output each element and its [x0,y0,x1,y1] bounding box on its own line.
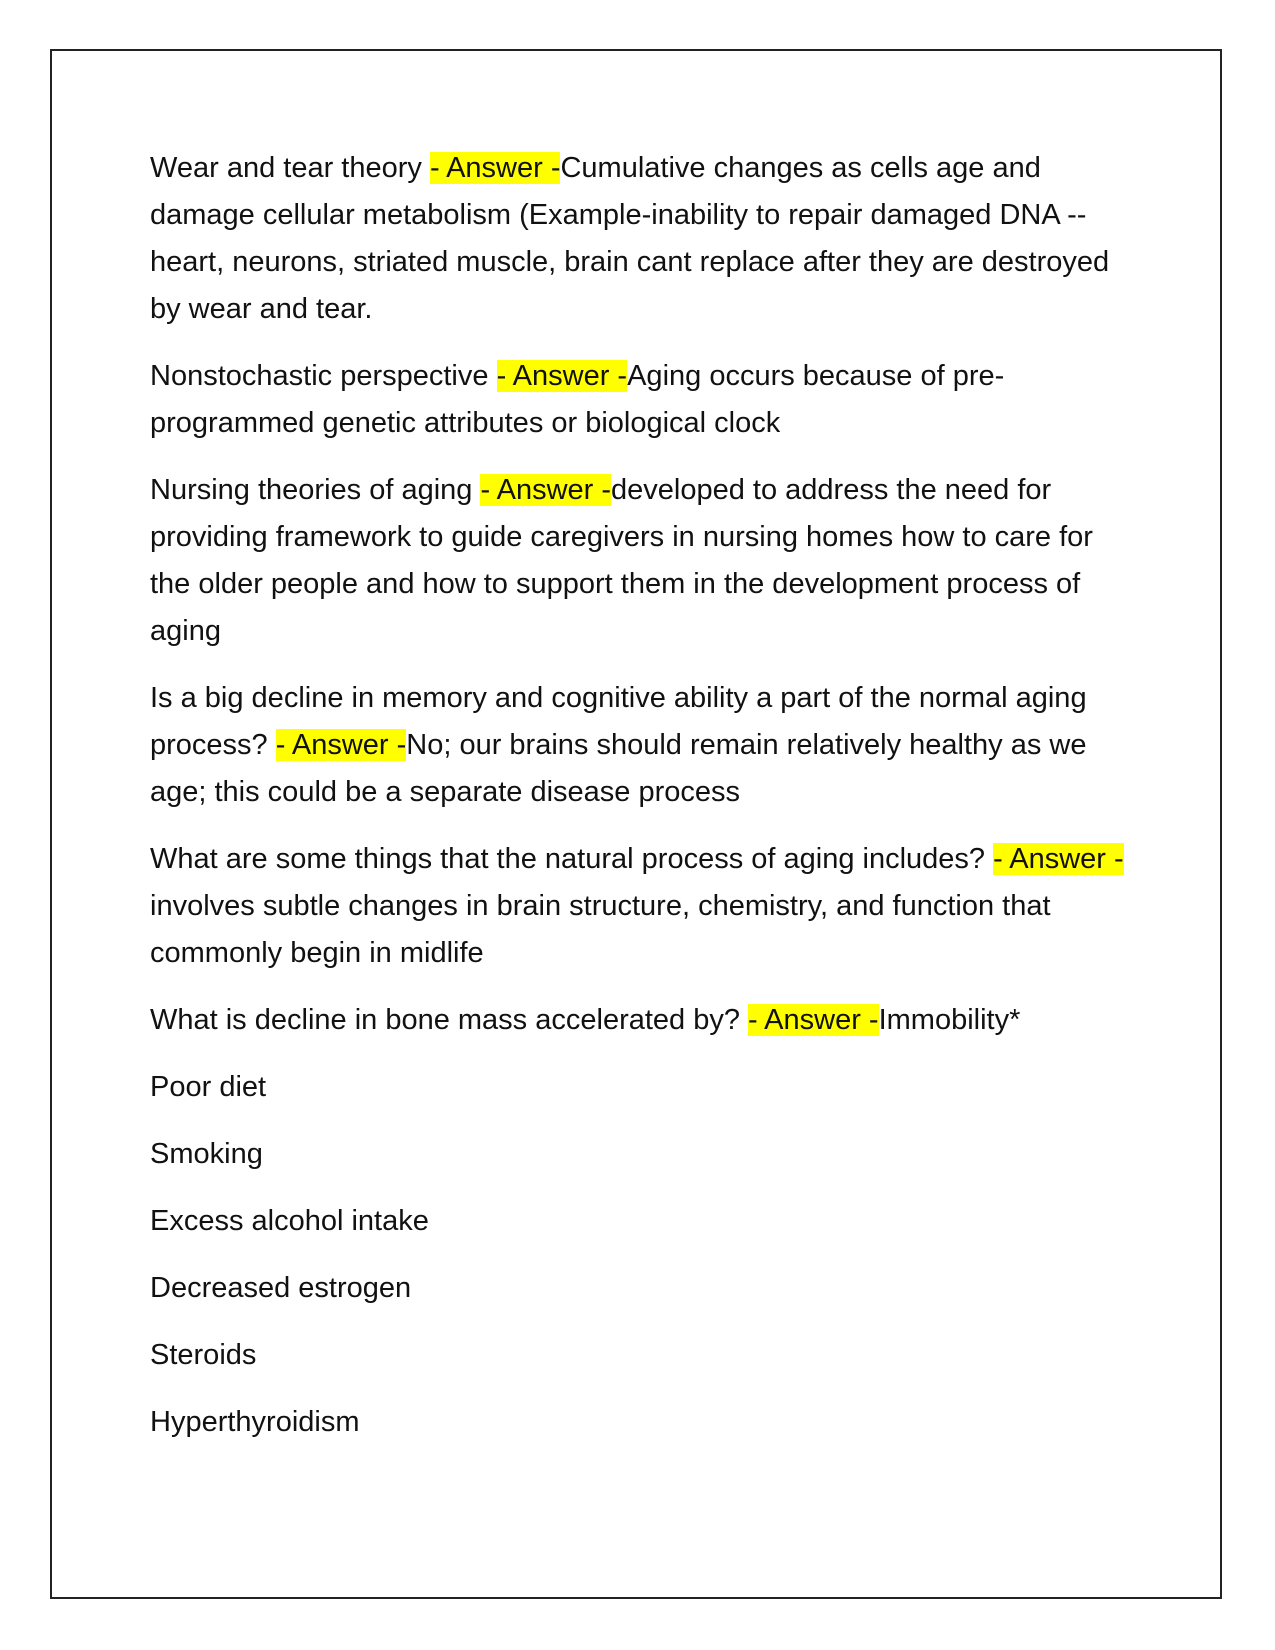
qa-entry [150,997,1135,1044]
answer-text: involves subtle changes in brain structure, chemistry, and function that commonly begin in midlife [150,890,1051,969]
answer-separator-highlight: - Answer - [748,1004,879,1036]
answer-separator-highlight: - Answer - [496,360,628,392]
answer-text: Cumulative changes as cells age and damage cellular metabolism (Example-inability to repair damaged DNA -- heart, neurons, striated muscle, brain cant replace after they are destroyed by wear and tear. [150,152,1110,325]
question-text: Wear and tear theory [150,152,430,184]
question-text: Nonstochastic perspective [150,360,497,392]
list-item: Decreased estrogen [150,1272,412,1304]
qa-entry [150,353,1135,447]
question-text: What is decline in bone mass accelerated by? [150,1004,749,1036]
qa-entry [150,675,1135,816]
qa-entry [150,836,1135,977]
answer-separator-highlight: - Answer - [275,729,407,761]
answer-text: developed to address the need for providing framework to guide caregivers in nursing homes how to care for the older people and how to support them in the development process of aging [150,474,1093,647]
qa-entry [150,145,1135,333]
question-text: Is a big decline in memory and cognitive ability a part of the normal aging process? [150,682,1087,761]
list-item: Hyperthyroidism [150,1406,360,1438]
list-item: Smoking [150,1138,263,1170]
question-text: What are some things that the natural process of aging includes? [150,843,994,875]
answer-text: No; our brains should remain relatively healthy as we age; this could be a separate disease process [150,729,1087,808]
list-item: Poor diet [150,1071,267,1103]
answer-separator-highlight: - Answer - [480,474,612,506]
answer-text: Immobility* [878,1004,1021,1036]
list-item: Steroids [150,1339,257,1371]
answer-text: Aging occurs because of pre-programmed genetic attributes or biological clock [150,360,1005,439]
document-body [150,145,1135,1466]
qa-entry [150,467,1135,655]
question-text: Nursing theories of aging [150,474,481,506]
answer-separator-highlight: - Answer - [993,843,1124,875]
list-item: Excess alcohol intake [150,1205,429,1237]
answer-separator-highlight: - Answer - [429,152,561,184]
